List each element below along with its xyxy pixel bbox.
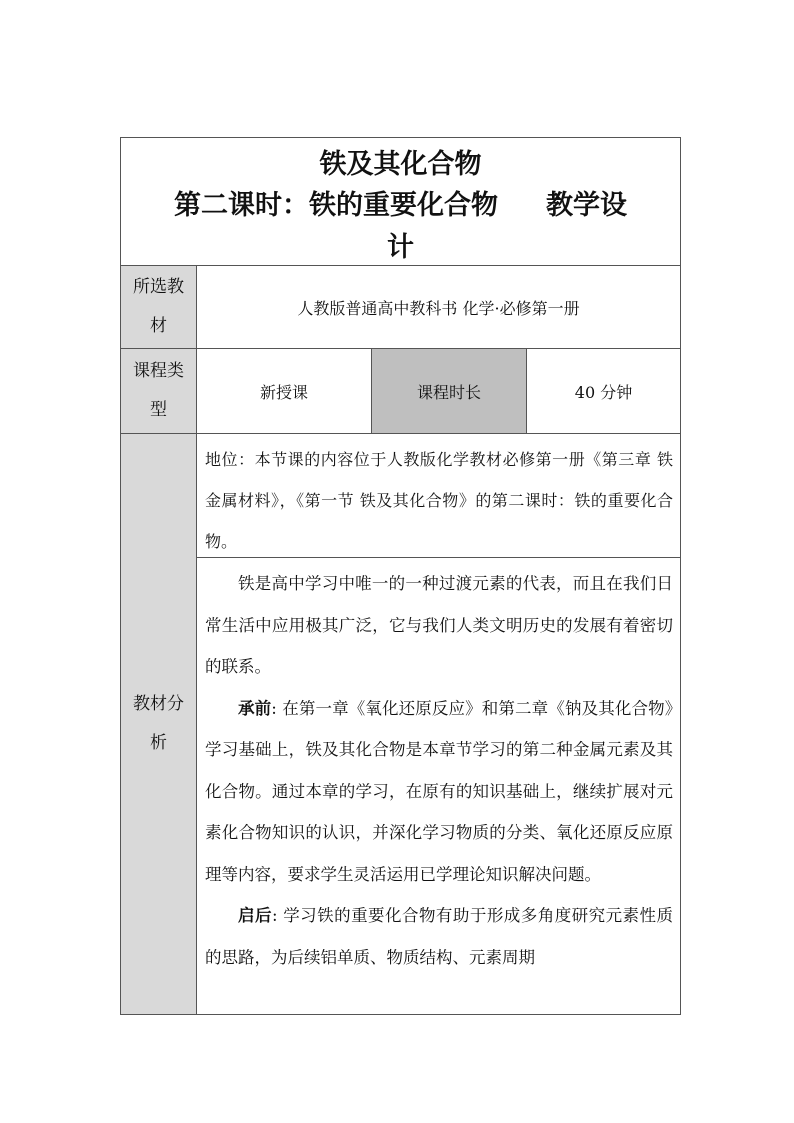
course-type-value: 新授课 <box>197 349 372 433</box>
duration-value: 40 分钟 <box>574 382 633 402</box>
para-intro: 铁是高中学习中唯一的一种过渡元素的代表，而且在我们日常生活中应用极其广泛，它与我们人类文明历史的发展有着密切的联系。 <box>205 574 673 676</box>
lesson-plan-table <box>120 137 681 1015</box>
subtitle-wrap: 计 <box>387 232 414 263</box>
subtitle-main: 第二课时：铁的重要化合物 <box>174 190 498 221</box>
course-type-label: 课程类型 <box>121 349 197 433</box>
analysis-row <box>121 434 680 1014</box>
textbook-label: 所选教材 <box>121 266 197 348</box>
para-after-body: : 学习铁的重要化合物有助于形成多角度研究元素性质的思路，为后续铝单质、物质结构、元素周期 <box>205 906 673 967</box>
title-cell <box>121 138 680 266</box>
subtitle-suffix: 教学设 <box>546 190 627 221</box>
main-title: 铁及其化合物 <box>319 149 482 180</box>
textbook-value: 人教版普通高中教科书 化学·必修第一册 <box>297 298 580 318</box>
para-before <box>205 688 673 896</box>
para-before-body: : 在第一章《氧化还原反应》和第二章《钠及其化合物》学习基础上，铁及其化合物是本章节学习的第二种金属元素及其化合物。通过本章的学习，在原有的知识基础上，继续扩展对元素化合物知识的认识，并深化学习物质的分类、氧化还原反应原理等内容，要求学生灵活运用已学理论知识解决问题。 <box>205 698 673 884</box>
position-text: 地位：本节课的内容位于人教版化学教材必修第一册《第三章 铁 金属材料》，《第一节 铁及其化合物》的第二课时：铁的重要化合物。 <box>197 434 680 558</box>
textbook-row <box>121 266 680 349</box>
duration-label: 课程时长 <box>372 349 527 433</box>
para-after <box>205 895 673 978</box>
analysis-content <box>197 434 680 1014</box>
para-after-head: 启后 <box>238 906 272 925</box>
analysis-body <box>197 558 680 1014</box>
analysis-label: 教材分析 <box>121 434 197 1014</box>
para-before-head: 承前 <box>238 698 272 718</box>
course-row <box>121 349 680 434</box>
subtitle <box>121 183 680 222</box>
